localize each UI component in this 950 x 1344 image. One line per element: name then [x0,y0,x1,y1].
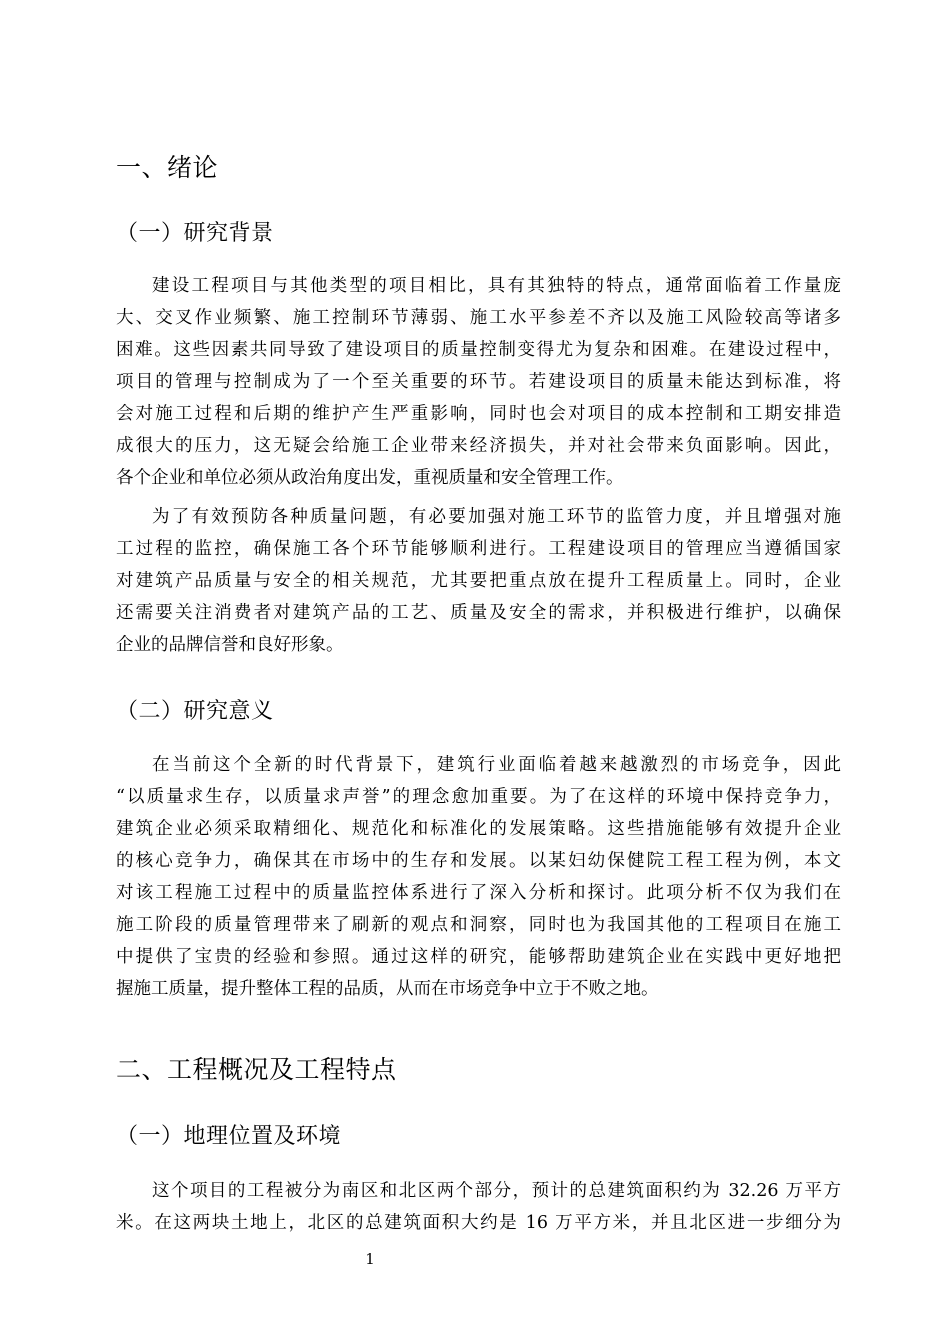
subsection-heading-research-significance: （二）研究意义 [116,699,274,724]
page-number: 1 [365,1250,375,1268]
paragraph-line: 的核心竞争力，确保其在市场中的生存和发展。以某妇幼保健院工程工程为例，本文 [116,851,841,871]
paragraph-research-background-1 [116,270,841,494]
paragraph-line: 成很大的压力，这无疑会给施工企业带来经济损失，并对社会带来负面影响。因此， [116,436,841,456]
paragraph-line: 项目的管理与控制成为了一个至关重要的环节。若建设项目的质量未能达到标准，将 [116,372,841,392]
section-heading-2: 二、工程概况及工程特点 [116,1055,397,1084]
paragraph-line: 在当前这个全新的时代背景下，建筑行业面临着越来越激烈的市场竞争，因此 [152,755,841,775]
paragraph-research-significance [116,749,841,1005]
paragraph-line: 会对施工过程和后期的维护产生严重影响，同时也会对项目的成本控制和工期安排造 [116,404,841,424]
paragraph-line: 大、交叉作业频繁、施工控制环节薄弱、施工水平参差不齐以及施工风险较高等诸多 [116,308,841,328]
paragraph-line: 中提供了宝贵的经验和参照。通过这样的研究，能够帮助建筑企业在实践中更好地把 [116,947,841,967]
subsection-heading-research-background: （一）研究背景 [116,221,274,246]
paragraph-line: 各个企业和单位必须从政治角度出发，重视质量和安全管理工作。 [116,468,624,488]
paragraph-line: 困难。这些因素共同导致了建设项目的质量控制变得尤为复杂和困难。在建设过程中， [116,340,841,360]
paragraph-line: 这个项目的工程被分为南区和北区两个部分，预计的总建筑面积约为 32.26 万平方 [152,1181,841,1201]
paragraph-line: 建设工程项目与其他类型的项目相比，具有其独特的特点，通常面临着工作量庞 [152,276,841,296]
paragraph-line: 对建筑产品质量与安全的相关规范，尤其要把重点放在提升工程质量上。同时，企业 [116,571,841,591]
paragraph-line: 为了有效预防各种质量问题，有必要加强对施工环节的监管力度，并且增强对施 [152,507,841,527]
paragraph-line: “以质量求生存，以质量求声誉”的理念愈加重要。为了在这样的环境中保持竞争力， [116,787,841,807]
paragraph-line: 握施工质量，提升整体工程的品质，从而在市场竞争中立于不败之地。 [116,979,659,999]
paragraph-line: 建筑企业必须采取精细化、规范化和标准化的发展策略。这些措施能够有效提升企业 [116,819,841,839]
paragraph-research-background-2 [116,501,841,661]
paragraph-line: 还需要关注消费者对建筑产品的工艺、质量及安全的需求，并积极进行维护，以确保 [116,603,841,623]
section-heading-1: 一、绪论 [116,153,219,182]
paragraph-line: 对该工程施工过程中的质量监控体系进行了深入分析和探讨。此项分析不仅为我们在 [116,883,841,903]
paragraph-line: 米。在这两块土地上，北区的总建筑面积大约是 16 万平方米，并且北区进一步细分为 [116,1213,841,1233]
paragraph-location-environment [116,1175,841,1239]
subsection-heading-location-environment: （一）地理位置及环境 [116,1124,342,1149]
paragraph-line: 工过程的监控，确保施工各个环节能够顺利进行。工程建设项目的管理应当遵循国家 [116,539,841,559]
paragraph-line: 企业的品牌信誉和良好形象。 [116,635,344,655]
paragraph-line: 施工阶段的质量管理带来了刷新的观点和洞察，同时也为我国其他的工程项目在施工 [116,915,841,935]
